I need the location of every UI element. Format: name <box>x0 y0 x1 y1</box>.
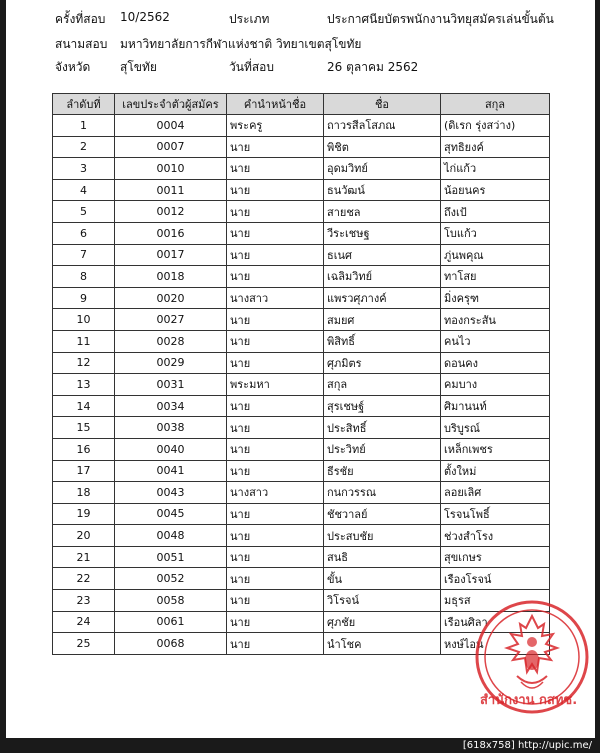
table-cell: นางสาว <box>227 287 324 309</box>
table-cell: 11 <box>53 330 115 352</box>
table-cell: ถึงเป้ <box>441 201 550 223</box>
table-cell: พระครู <box>227 115 324 137</box>
table-cell: นาย <box>227 395 324 417</box>
table-cell: คนไว <box>441 330 550 352</box>
table-row <box>53 201 550 223</box>
table-cell: 10 <box>53 309 115 331</box>
table-row <box>53 158 550 180</box>
table-cell: ถาวรสีลโสภณ <box>324 115 441 137</box>
table-cell: 0018 <box>115 266 227 288</box>
footer-text: [618x758] http://upic.me/ <box>462 740 592 751</box>
table-cell: 16 <box>53 438 115 460</box>
table-cell: ภู่นพคุณ <box>441 244 550 266</box>
table-cell: 0045 <box>115 503 227 525</box>
table-cell: 23 <box>53 590 115 612</box>
table-cell: ธเนศ <box>324 244 441 266</box>
type-label: ประเภท <box>229 12 270 26</box>
table-cell: นาย <box>227 201 324 223</box>
table-cell: ไก่แก้ว <box>441 158 550 180</box>
table-cell: ขั้น <box>324 568 441 590</box>
table-cell: สกุล <box>324 374 441 396</box>
table-cell: 0028 <box>115 330 227 352</box>
table-cell: มธุรส <box>441 590 550 612</box>
table-cell: นาย <box>227 222 324 244</box>
table-cell: 0038 <box>115 417 227 439</box>
table-cell: โบแก้ว <box>441 222 550 244</box>
table-cell: นาย <box>227 590 324 612</box>
table-cell: ช่วงสำโรง <box>441 525 550 547</box>
table-cell: 0048 <box>115 525 227 547</box>
table-cell: 0058 <box>115 590 227 612</box>
table-cell: สนธิ <box>324 546 441 568</box>
table-row <box>53 266 550 288</box>
table-cell: นาย <box>227 568 324 590</box>
table-cell: เรืองโรจน์ <box>441 568 550 590</box>
table-cell: ศิมานนท์ <box>441 395 550 417</box>
table-cell: 0029 <box>115 352 227 374</box>
table-row <box>53 525 550 547</box>
table-cell: ทองกระสัน <box>441 309 550 331</box>
table-cell: นาย <box>227 438 324 460</box>
table-row <box>53 115 550 137</box>
table-cell: สายชล <box>324 201 441 223</box>
table-cell: นาย <box>227 417 324 439</box>
table-cell: สมยศ <box>324 309 441 331</box>
table-cell: 0004 <box>115 115 227 137</box>
table-row <box>53 395 550 417</box>
table-cell: 6 <box>53 222 115 244</box>
table-cell: เหล็กเพชร <box>441 438 550 460</box>
table-cell: นาย <box>227 546 324 568</box>
table-row <box>53 417 550 439</box>
table-cell: น้อยนคร <box>441 179 550 201</box>
candidate-table <box>52 93 550 655</box>
table-cell: 0012 <box>115 201 227 223</box>
table-cell: ประวิทย์ <box>324 438 441 460</box>
column-header: สกุล <box>441 94 550 115</box>
table-cell: นาย <box>227 158 324 180</box>
table-cell: 0051 <box>115 546 227 568</box>
table-cell: นาย <box>227 525 324 547</box>
date-label: วันที่สอบ <box>229 60 274 74</box>
table-cell: 0011 <box>115 179 227 201</box>
table-row <box>53 460 550 482</box>
table-cell: 0052 <box>115 568 227 590</box>
table-cell: พิสิทธิ์ <box>324 330 441 352</box>
table-cell: เฉลิมวิทย์ <box>324 266 441 288</box>
table-cell: 2 <box>53 136 115 158</box>
date-value: 26 ตุลาคม 2562 <box>327 60 419 74</box>
table-row <box>53 179 550 201</box>
table-cell: 20 <box>53 525 115 547</box>
table-cell: 0027 <box>115 309 227 331</box>
seal-text: สำนักงาน กสทช. <box>480 693 578 708</box>
table-cell: 9 <box>53 287 115 309</box>
table-row <box>53 244 550 266</box>
table-row <box>53 633 550 655</box>
table-cell: 17 <box>53 460 115 482</box>
table-cell: 14 <box>53 395 115 417</box>
table-cell: 0034 <box>115 395 227 417</box>
table-cell: เรือนศิลา <box>441 611 550 633</box>
table-cell: 18 <box>53 482 115 504</box>
table-cell: (ดิเรก รุ่งสว่าง) <box>441 115 550 137</box>
table-cell: วีระเชษฐ <box>324 222 441 244</box>
table-cell: 0061 <box>115 611 227 633</box>
table-row <box>53 309 550 331</box>
table-cell: 3 <box>53 158 115 180</box>
table-cell: นาย <box>227 136 324 158</box>
table-cell: กนกวรรณ <box>324 482 441 504</box>
table-row <box>53 503 550 525</box>
table-cell: นาย <box>227 503 324 525</box>
table-row <box>53 330 550 352</box>
table-row <box>53 611 550 633</box>
table-cell: โรจนโพธิ์ <box>441 503 550 525</box>
table-cell: 0007 <box>115 136 227 158</box>
table-cell: ตั้งใหม่ <box>441 460 550 482</box>
table-cell: พิชิต <box>324 136 441 158</box>
table-cell: 0020 <box>115 287 227 309</box>
table-cell: นาย <box>227 266 324 288</box>
table-cell: หงษ์ไอน <box>441 633 550 655</box>
table-cell: ธนวัฒน์ <box>324 179 441 201</box>
table-cell: ธีรชัย <box>324 460 441 482</box>
province-label: จังหวัด <box>55 60 91 74</box>
table-header-row <box>53 94 550 115</box>
table-cell: ศุภมิตร <box>324 352 441 374</box>
table-cell: นำโชค <box>324 633 441 655</box>
session-value: 10/2562 <box>120 10 170 24</box>
table-row <box>53 590 550 612</box>
column-header: คำนำหน้าชื่อ <box>227 94 324 115</box>
table-cell: 0040 <box>115 438 227 460</box>
document-page <box>6 0 595 738</box>
type-value: ประกาศนียบัตรพนักงานวิทยุสมัครเล่นขั้นต้น <box>327 12 554 26</box>
table-cell: 22 <box>53 568 115 590</box>
table-cell: 0043 <box>115 482 227 504</box>
table-cell: มิ่งครุฑ <box>441 287 550 309</box>
table-cell: นาย <box>227 309 324 331</box>
column-header: ชื่อ <box>324 94 441 115</box>
table-cell: ประสิทธิ์ <box>324 417 441 439</box>
table-cell: 7 <box>53 244 115 266</box>
table-cell: ลอยเลิศ <box>441 482 550 504</box>
table-cell: ทาโสย <box>441 266 550 288</box>
table-cell: 21 <box>53 546 115 568</box>
table-cell: นาย <box>227 460 324 482</box>
table-cell: 19 <box>53 503 115 525</box>
table-cell: 13 <box>53 374 115 396</box>
table-row <box>53 136 550 158</box>
table-row <box>53 287 550 309</box>
table-cell: สุทธิยงค์ <box>441 136 550 158</box>
venue-label: สนามสอบ <box>55 37 108 51</box>
table-cell: นางสาว <box>227 482 324 504</box>
column-header: เลขประจำตัวผู้สมัคร <box>115 94 227 115</box>
table-row <box>53 546 550 568</box>
province-value: สุโขทัย <box>120 60 157 74</box>
table-cell: ดอนคง <box>441 352 550 374</box>
table-row <box>53 568 550 590</box>
table-row <box>53 222 550 244</box>
table-cell: 0068 <box>115 633 227 655</box>
venue-value: มหาวิทยาลัยการกีฬาแห่งชาติ วิทยาเขตสุโขทัย <box>120 37 362 51</box>
table-cell: 8 <box>53 266 115 288</box>
table-row <box>53 374 550 396</box>
table-cell: นาย <box>227 330 324 352</box>
table-cell: นาย <box>227 611 324 633</box>
table-cell: พระมหา <box>227 374 324 396</box>
table-cell: 0017 <box>115 244 227 266</box>
table-cell: นาย <box>227 179 324 201</box>
table-cell: 0010 <box>115 158 227 180</box>
table-cell: นาย <box>227 352 324 374</box>
table-cell: ประสบชัย <box>324 525 441 547</box>
table-cell: 12 <box>53 352 115 374</box>
table-cell: บริบูรณ์ <box>441 417 550 439</box>
table-cell: นาย <box>227 244 324 266</box>
table-cell: 0031 <box>115 374 227 396</box>
table-cell: นาย <box>227 633 324 655</box>
table-cell: 24 <box>53 611 115 633</box>
table-cell: สุรเชษฐ์ <box>324 395 441 417</box>
table-row <box>53 438 550 460</box>
table-cell: 5 <box>53 201 115 223</box>
table-cell: สุขเกษร <box>441 546 550 568</box>
table-cell: วิโรจน์ <box>324 590 441 612</box>
table-cell: อุดมวิทย์ <box>324 158 441 180</box>
table-cell: แพรวศุภางค์ <box>324 287 441 309</box>
table-cell: 0041 <box>115 460 227 482</box>
table-cell: ชัชวาลย์ <box>324 503 441 525</box>
table-cell: คมบาง <box>441 374 550 396</box>
table-cell: 15 <box>53 417 115 439</box>
table-row <box>53 352 550 374</box>
table-cell: 0016 <box>115 222 227 244</box>
table-cell: 4 <box>53 179 115 201</box>
session-label: ครั้งที่สอบ <box>55 12 106 26</box>
table-cell: ศุภชัย <box>324 611 441 633</box>
table-cell: 1 <box>53 115 115 137</box>
table-row <box>53 482 550 504</box>
image-host-footer <box>0 738 600 753</box>
table-cell: 25 <box>53 633 115 655</box>
column-header: ลำดับที่ <box>53 94 115 115</box>
